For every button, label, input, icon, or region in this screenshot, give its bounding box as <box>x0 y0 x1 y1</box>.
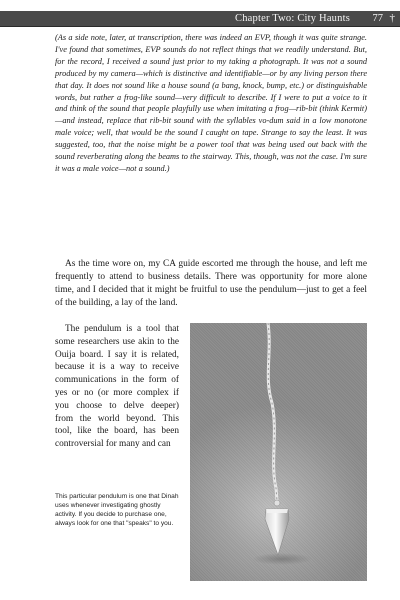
chapter-title: Chapter Two: City Haunts <box>235 13 350 24</box>
cross-ornament-icon: † <box>389 12 395 24</box>
italic-side-note: (As a side note, later, at transcription, there was indeed an EVP, though it was quite strange. I've found that sometimes, EVP sounds do not reflect things that we readily understand. But, for the record, I received a sound just prior to my taking a photograph. It was not a sound produced by my camera—which is distinctive and identifiable—or by any living person there that day. It does not sound like a house sound (a bang, knock, bump, etc.) or distinguishable words, but rather a frog-like sound—very difficult to describe. If I were to put a voice to it and think of the sound that people playfully use when imitating a frog—rib-bit (think Kermit)—and instead, replace that rib-bit sound with the syllables vo-dum said in a low monotone male voice; well, that would be the sound I caught on tape. Strange to say the least. It was suggested, too, that the noise might be a power tool that was being used out back with the sound reverberating along the beams to the stairway. This, though, was not the case. I'm sure it was a male voice—not a sound.) <box>55 33 367 173</box>
running-header <box>0 11 400 27</box>
photo-caption: This particular pendulum is one that Dinah uses whenever investigating ghostly activity. If you decide to purchase one, always look for one that "speaks" to you. <box>55 493 179 527</box>
body-paragraph-2: The pendulum is a tool that some researchers use akin to the Ouija board. I say it is related, because it is a way to receive communications in the form of yes or no (or more complex if you choose to delve deeper) from the world beyond. This tool, like the board, has been controversial for many and can <box>55 324 179 450</box>
page-number: 77 <box>372 13 383 24</box>
body-paragraph-1: As the time wore on, my CA guide escorted me through the house, and left me frequently to attend to business details. There was opportunity for more alone time, and I decided that it might be fruitful to use the pendulum—just to get a feel of the building, a lay of the land. <box>55 259 367 308</box>
pendulum-icon <box>190 323 367 581</box>
pendulum-photo <box>190 323 367 581</box>
